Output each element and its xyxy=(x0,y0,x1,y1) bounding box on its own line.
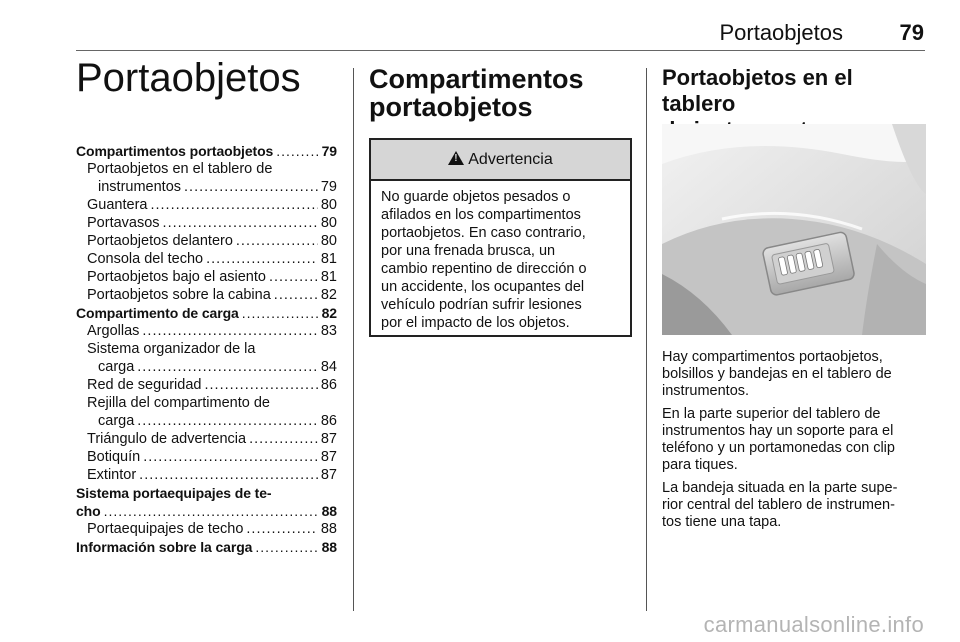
toc-leader-dots xyxy=(269,268,318,286)
toc-entry[interactable] xyxy=(76,304,337,322)
warning-text-line: afilados en los compartimentos xyxy=(381,207,581,223)
body-line: instrumentos. xyxy=(662,383,750,399)
warning-text-line: vehículo podrían sufrir lesiones xyxy=(381,297,582,313)
toc-entry[interactable] xyxy=(76,394,337,412)
toc-leader-dots xyxy=(142,322,317,340)
warning-text-line: por una frenada brusca, un xyxy=(381,243,556,259)
warning-text-line: cambio repentino de dirección o xyxy=(381,261,587,277)
toc-entry-page: 86 xyxy=(320,413,337,429)
toc-entry-page: 83 xyxy=(320,323,337,339)
toc-entry-page: 88 xyxy=(321,539,337,555)
body-line: bolsillos y bandejas en el tablero de xyxy=(662,366,892,382)
toc-entry-label: Compartimentos portaobjetos xyxy=(76,143,274,159)
toc-entry[interactable] xyxy=(76,196,337,214)
toc-entry[interactable] xyxy=(76,358,337,376)
body-line: teléfono y un portamonedas con clip xyxy=(662,440,895,456)
toc-entry[interactable] xyxy=(76,286,337,304)
section-title-line: portaobjetos xyxy=(369,92,533,122)
body-paragraph xyxy=(662,406,926,474)
toc-entry-label: Portavasos xyxy=(87,215,160,231)
toc-entry[interactable] xyxy=(76,178,337,196)
toc-entry-label: Información sobre la carga xyxy=(76,539,253,555)
toc-entry[interactable] xyxy=(76,232,337,250)
toc-entry[interactable] xyxy=(76,538,337,556)
toc-entry-page: 80 xyxy=(320,233,337,249)
toc-entry-label: Portaobjetos sobre la cabina xyxy=(87,287,271,303)
toc-entry-label: Portaobjetos bajo el asiento xyxy=(87,269,266,285)
toc-entry-label: Portaobjetos en el tablero de xyxy=(87,161,273,177)
toc-entry-page: 88 xyxy=(321,503,337,519)
section-title-compartimentos xyxy=(369,65,584,121)
toc-entry-page: 86 xyxy=(320,377,337,393)
toc-entry[interactable] xyxy=(76,160,337,178)
section-title-line: Portaobjetos en el tablero xyxy=(662,65,853,116)
toc-leader-dots xyxy=(249,430,318,448)
toc-entry-label: Portaobjetos delantero xyxy=(87,233,233,249)
toc-leader-dots xyxy=(276,142,318,160)
toc-entry[interactable] xyxy=(76,322,337,340)
body-paragraph xyxy=(662,480,926,531)
body-line: tos tiene una tapa. xyxy=(662,514,782,530)
warning-text-line: un accidente, los ocupantes del xyxy=(381,279,585,295)
warning-text xyxy=(371,181,630,332)
toc-entry-label: Triángulo de advertencia xyxy=(87,431,247,447)
toc-entry-page: 81 xyxy=(320,269,337,285)
toc-entry-page: 80 xyxy=(320,215,337,231)
toc-entry-label: Argollas xyxy=(87,323,140,339)
toc-entry[interactable] xyxy=(76,448,337,466)
toc-leader-dots xyxy=(139,466,318,484)
toc-entry-page: 80 xyxy=(320,197,337,213)
toc-leader-dots xyxy=(184,178,318,196)
toc-entry-page: 87 xyxy=(320,431,337,447)
toc-entry-page: 79 xyxy=(321,143,337,159)
toc-entry-page: 82 xyxy=(320,287,337,303)
toc-entry-label: Sistema organizador de la xyxy=(87,341,256,357)
toc-entry-page: 87 xyxy=(320,449,337,465)
toc-leader-dots xyxy=(143,448,318,466)
toc-entry-label: Extintor xyxy=(87,467,137,483)
toc-entry-label: Portaequipajes de techo xyxy=(87,521,244,537)
toc-entry-label: carga xyxy=(98,413,135,429)
toc-leader-dots xyxy=(206,250,318,268)
toc-entry-page: 84 xyxy=(320,359,337,375)
toc-entry-label: cho xyxy=(76,503,101,519)
toc-leader-dots xyxy=(163,214,318,232)
warning-text-line: por el impacto de los objetos. xyxy=(381,315,570,331)
toc-entry-label: carga xyxy=(98,359,135,375)
toc-entry-page: 88 xyxy=(320,521,337,537)
toc-leader-dots xyxy=(255,538,318,556)
toc-leader-dots xyxy=(137,412,318,430)
toc-leader-dots xyxy=(104,502,319,520)
toc-leader-dots xyxy=(137,358,318,376)
toc-entry-page: 79 xyxy=(320,179,337,195)
toc-entry-label: instrumentos xyxy=(98,179,182,195)
warning-heading: Advertencia xyxy=(468,150,553,168)
section-body-text xyxy=(662,349,926,537)
toc-entry[interactable] xyxy=(76,502,337,520)
toc-entry-label: Guantera xyxy=(87,197,148,213)
header-divider xyxy=(76,50,925,51)
toc-entry[interactable] xyxy=(76,142,337,160)
toc-leader-dots xyxy=(236,232,318,250)
toc-entry[interactable] xyxy=(76,250,337,268)
toc-entry-page: 81 xyxy=(320,251,337,267)
toc-entry[interactable] xyxy=(76,268,337,286)
dashboard-illustration xyxy=(662,124,926,335)
toc-entry-page: 87 xyxy=(320,467,337,483)
warning-header xyxy=(371,140,630,181)
toc-entry-page: 82 xyxy=(321,305,337,321)
header-section-title: Portaobjetos xyxy=(719,20,843,45)
toc-entry-label: Botiquín xyxy=(87,449,141,465)
toc-entry[interactable] xyxy=(76,412,337,430)
toc-leader-dots xyxy=(246,520,317,538)
body-line: para tiques. xyxy=(662,457,738,473)
body-line: Hay compartimentos portaobjetos, xyxy=(662,349,883,365)
toc-entry[interactable] xyxy=(76,430,337,448)
toc-entry-label: Compartimento de carga xyxy=(76,305,239,321)
toc-entry[interactable] xyxy=(76,520,337,538)
toc-entry[interactable] xyxy=(76,340,337,358)
toc-entry[interactable] xyxy=(76,376,337,394)
toc-entry-label: Sistema portaequipajes de te- xyxy=(76,485,272,501)
body-line: instrumentos hay un soporte para el xyxy=(662,423,894,439)
section-title-line: Compartimentos xyxy=(369,64,584,94)
column-divider-left xyxy=(353,68,354,611)
warning-triangle-icon xyxy=(448,151,464,165)
column-divider-right xyxy=(646,68,647,611)
toc-leader-dots xyxy=(150,196,317,214)
warning-text-line: No guarde objetos pesados o xyxy=(381,189,571,205)
toc-leader-dots xyxy=(242,304,319,322)
body-line: En la parte superior del tablero de xyxy=(662,406,881,422)
body-paragraph xyxy=(662,349,926,400)
dashboard-storage-photo xyxy=(662,124,926,335)
toc-entry[interactable] xyxy=(76,214,337,232)
body-line: La bandeja situada en la parte supe- xyxy=(662,480,898,496)
toc-leader-dots xyxy=(204,376,317,394)
toc-entry-label: Red de seguridad xyxy=(87,377,202,393)
toc-leader-dots xyxy=(274,286,318,304)
toc-entry-label: Consola del techo xyxy=(87,251,204,267)
toc-entry[interactable] xyxy=(76,484,337,502)
toc-entry[interactable] xyxy=(76,466,337,484)
warning-text-line: portaobjetos. En caso contrario, xyxy=(381,225,586,241)
body-line: rior central del tablero de instrumen- xyxy=(662,497,895,513)
toc-entry-label: Rejilla del compartimento de xyxy=(87,395,270,411)
warning-box xyxy=(369,138,632,337)
header-page-number: 79 xyxy=(899,20,924,45)
chapter-title: Portaobjetos xyxy=(76,56,301,100)
watermark: carmanualsonline.info xyxy=(703,612,924,637)
table-of-contents xyxy=(76,142,337,556)
